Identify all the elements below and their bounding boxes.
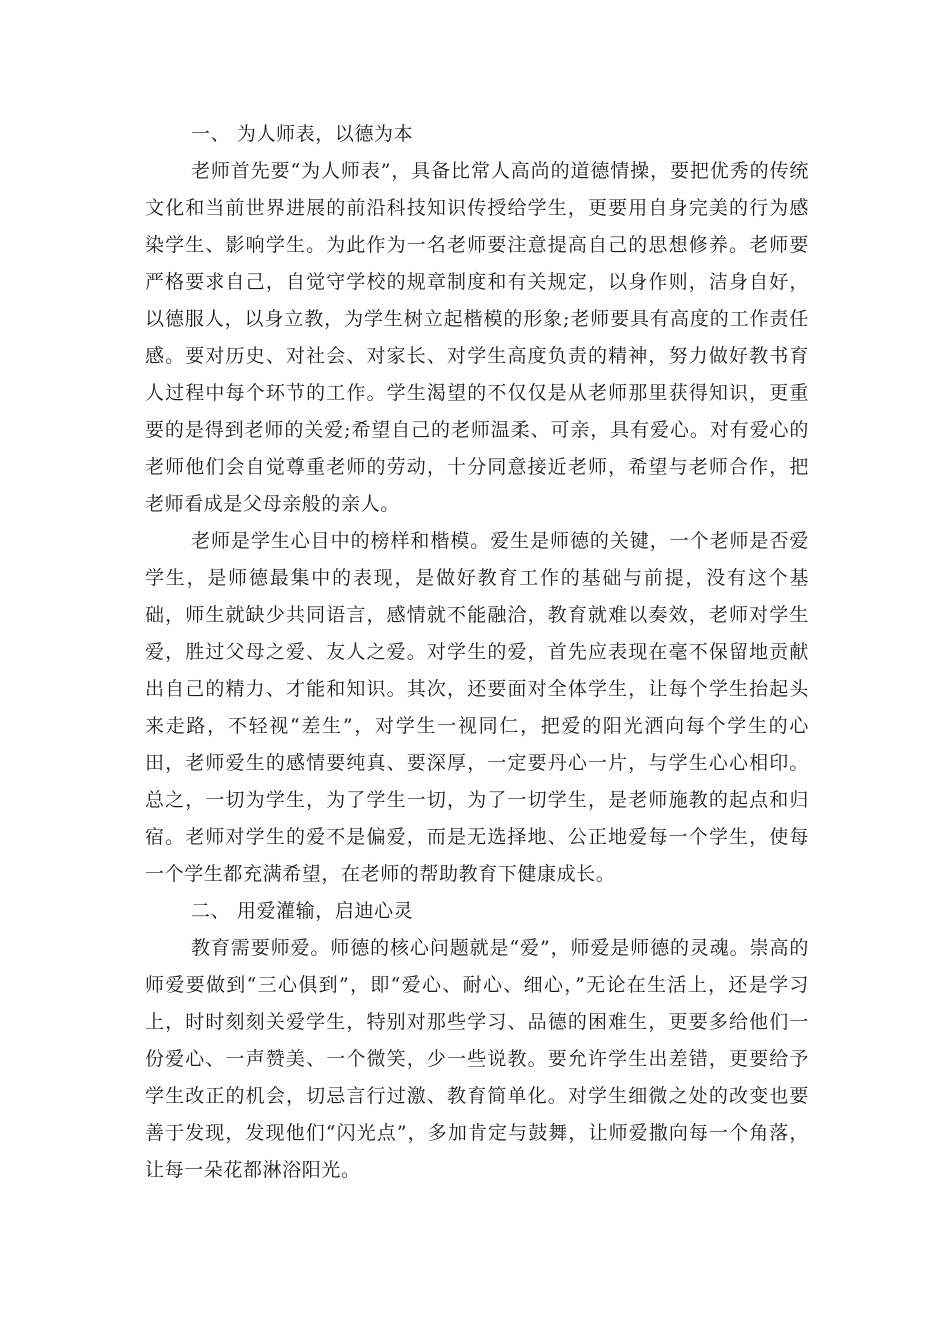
paragraph-3: 教育需要师爱。师德的核心问题就是“爱”，师爱是师德的灵魂。崇高的师爱要做到“三心俱到”，即“爱心、耐心、细心，”无论在生活上，还是学习上，时时刻刻关爱学生，特别对那些学习、品德的困难生，更要多给他们一份爱心、一声赞美、一个微笑，少一些说教。要允许学生出差错，更要给予学生改正的机会，切忌言行过激、教育简单化。对学生细微之处的改变也要善于发现，发现他们“闪光点”，多加肯定与鼓舞，让师爱撒向每一个角落，让每一朵花都淋浴阳光。: [145, 937, 809, 1181]
section-heading-2: 二、 用爱灌输，启迪心灵: [191, 900, 414, 922]
section-heading-1: 一、 为人师表，以德为本: [191, 123, 414, 145]
paragraph-2: 老师是学生心目中的榜样和楷模。爱生是师德的关键，一个老师是否爱学生，是师德最集中的表现，是做好教育工作的基础与前提，没有这个基础，师生就缺少共同语言，感情就不能融洽，教育就难以奏效，老师对学生爱，胜过父母之爱、友人之爱。对学生的爱，首先应表现在毫不保留地贡献出自己的精力、才能和知识。其次，还要面对全体学生，让每个学生抬起头来走路，不轻视“差生”，对学生一视同仁，把爱的阳光洒向每个学生的心田，老师爱生的感情要纯真、要深厚，一定要丹心一片，与学生心心相印。总之，一切为学生，为了学生一切，为了一切学生，是老师施教的起点和归宿。老师对学生的爱不是偏爱，而是无选择地、公正地爱每一个学生，使每一个学生都充满希望，在老师的帮助教育下健康成长。: [145, 530, 809, 885]
document-body: [145, 116, 809, 1189]
paragraph-1: 老师首先要“为人师表”，具备比常人高尚的道德情操，要把优秀的传统文化和当前世界进展的前沿科技知识传授给学生，更要用自身完美的行为感染学生、影响学生。为此作为一名老师要注意提高自己的思想修养。老师要严格要求自己，自觉守学校的规章制度和有关规定，以身作则，洁身自好，以德服人，以身立教，为学生树立起楷模的形象;老师要具有高度的工作责任感。要对历史、对社会、对家长、对学生高度负责的精神，努力做好教书育人过程中每个环节的工作。学生渴望的不仅仅是从老师那里获得知识，更重要的是得到老师的关爱;希望自己的老师温柔、可亲，具有爱心。对有爱心的老师他们会自觉尊重老师的劳动，十分同意接近老师，希望与老师合作，把老师看成是父母亲般的亲人。: [145, 160, 809, 515]
